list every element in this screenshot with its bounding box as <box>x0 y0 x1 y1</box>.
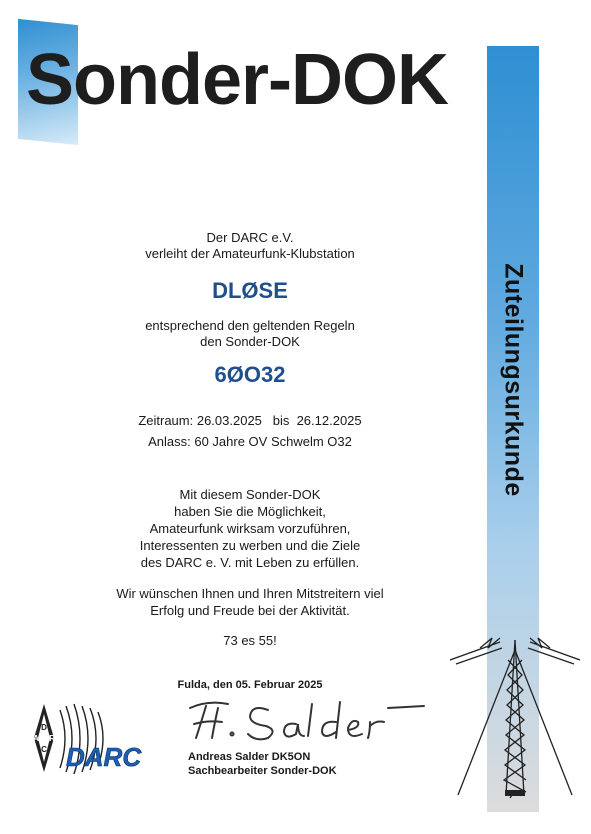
place-date: Fulda, den 05. Februar 2025 <box>177 679 323 691</box>
wish-line-1: Wir wünschen Ihnen und Ihren Mitstreitern viel <box>116 586 384 601</box>
document-title: Sonder-DOK <box>26 40 448 120</box>
logo-letter-c: C <box>41 745 47 754</box>
issuer-line-1: Der DARC e.V. <box>206 230 294 245</box>
rule-line-1: entsprechend den geltenden Regeln <box>145 318 355 333</box>
period: Zeitraum: 26.03.2025 bis 26.12.2025 <box>138 413 362 428</box>
antenna-mast-icon <box>450 620 580 800</box>
callsign: DLØSE <box>212 278 288 303</box>
message-line-4: Interessenten zu werben und die Ziele <box>139 538 361 553</box>
message-line-2: haben Sie die Möglichkeit, <box>174 504 326 519</box>
signature-image <box>188 698 428 748</box>
side-label: Zuteilungsurkunde <box>499 263 528 497</box>
logo-wordmark: DARC <box>66 742 142 772</box>
occasion: Anlass: 60 Jahre OV Schwelm O32 <box>148 434 352 449</box>
wish-line-2: Erfolg und Freude bei der Aktivität. <box>150 603 350 618</box>
signer-name: Andreas Salder DK5ON <box>188 751 311 763</box>
dok-code: 6ØO32 <box>214 362 286 387</box>
darc-logo <box>30 700 170 780</box>
logo-letter-a: A <box>33 734 39 743</box>
issuer-line-2: verleiht der Amateurfunk-Klubstation <box>145 246 355 261</box>
wish-block <box>40 585 460 619</box>
message-line-1: Mit diesem Sonder-DOK <box>179 487 321 502</box>
message-line-3: Amateurfunk wirksam vorzuführen, <box>149 521 351 536</box>
period-block <box>40 413 460 450</box>
logo-letter-r: R <box>49 734 55 743</box>
rule-line-2: den Sonder-DOK <box>200 334 300 349</box>
rule-block <box>40 318 460 350</box>
logo-letter-d: D <box>41 723 47 732</box>
signer-role: Sachbearbeiter Sonder-DOK <box>188 765 337 777</box>
greeting: 73 es 55! <box>223 633 277 648</box>
issuer-block <box>40 230 460 262</box>
signer-block <box>188 750 337 778</box>
message-line-5: des DARC e. V. mit Leben zu erfüllen. <box>140 555 360 570</box>
message-block <box>40 486 460 571</box>
